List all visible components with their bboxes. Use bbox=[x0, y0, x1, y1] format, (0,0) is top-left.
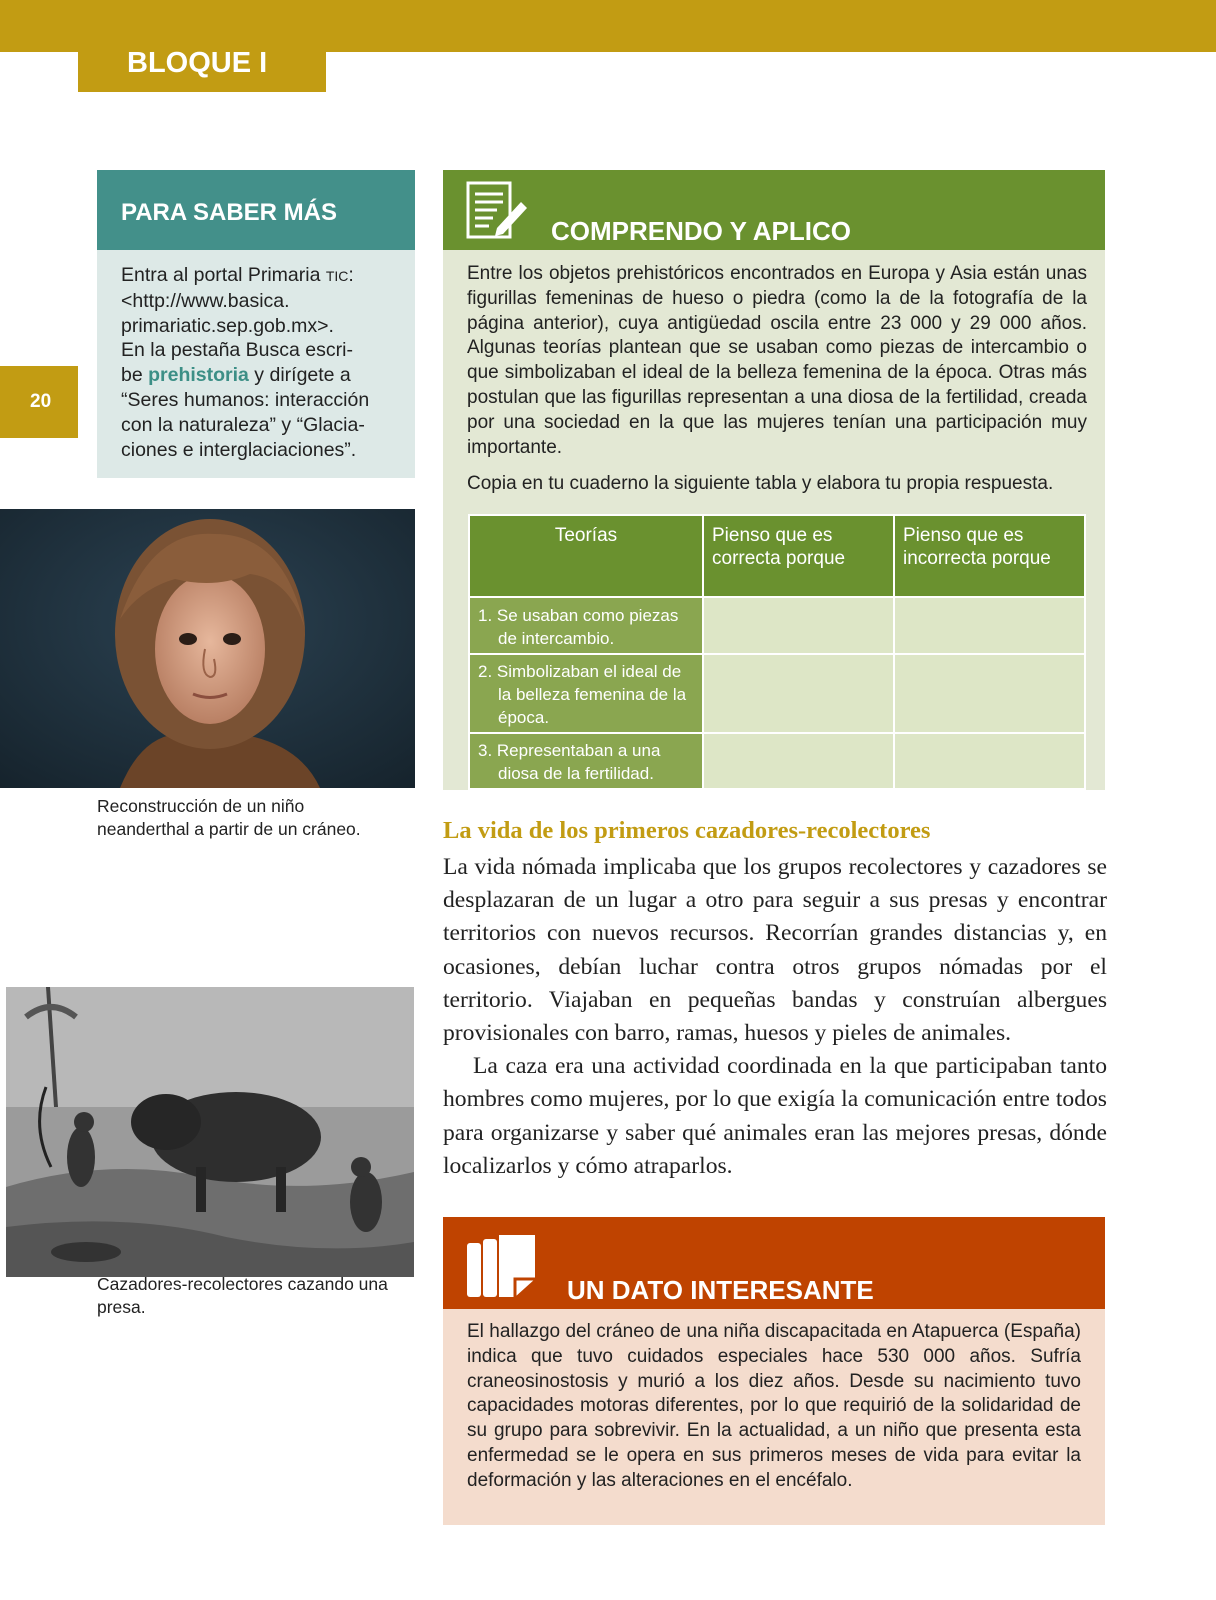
block-label: BLOQUE I bbox=[127, 47, 268, 79]
theory-cell: 3. Representaban a una diosa de la fertilidad. bbox=[469, 733, 703, 789]
empty-cell bbox=[894, 654, 1085, 733]
empty-cell bbox=[894, 733, 1085, 789]
dato-header bbox=[443, 1217, 1105, 1309]
caption-line: presa. bbox=[97, 1297, 146, 1317]
section-body bbox=[443, 851, 1107, 1183]
table-header: Pienso que es correcta porque bbox=[703, 515, 894, 597]
dato-title: UN DATO INTERESANTE bbox=[567, 1275, 874, 1305]
section-paragraph: La caza era una actividad coordinada en la que participaban tanto hombres como mujeres, por lo que exigía la comunicación entre todos para organizarse y saber qué animales eran las mejores presas, dónde localizarlos y cómo atraparlos. bbox=[443, 1053, 1107, 1179]
para-saber-mas-box bbox=[97, 170, 415, 478]
notebook-pencil-icon bbox=[465, 180, 529, 249]
psm-line: con la naturaleza” y “Glacia- bbox=[121, 413, 365, 436]
comprendo-y-aplico-box bbox=[443, 170, 1105, 790]
empty-cell bbox=[703, 597, 894, 654]
psm-line: ciones e interglaciaciones”. bbox=[121, 438, 357, 461]
dato-paragraph: El hallazgo del cráneo de una niña discapacitada en Atapuerca (España) indica que tuvo cuidados especiales hace 530 000 años. Sufría craneosinostosis y murió a los diez años. Desde su nacimiento tuvo capacidades motoras diferentes, por lo que requirió de la solidaridad de su grupo para sobrevivir. En la actualidad, a un niño que presenta esta enfermedad se le opera en sus primeros meses de vida para evitar la deformación y las alteraciones en el encéfalo. bbox=[467, 1321, 1081, 1491]
portal-url-part2: primariatic.sep.gob.mx>. bbox=[121, 314, 334, 337]
comprendo-paragraph: Entre los objetos prehistóricos encontrados en Europa y Asia están unas figurillas femeninas de hueso o piedra (como la de la fotografía de la página anterior), cuya antigüedad oscila entre 23 000 y 29 000 años. Algunas teorías plantean que se usaban como piezas de intercambio o que simbolizaban el ideal de la belleza femenina de la época. Otras más postulan que las figurillas representan a una diosa de la fertilidad, creada por una sociedad en la que las mujeres tenían una participación muy importante. bbox=[467, 263, 1087, 458]
psm-colon: : bbox=[348, 264, 354, 286]
section-title: La vida de los primeros cazadores-recolectores bbox=[443, 817, 931, 844]
hunters-engraving-photo bbox=[6, 987, 414, 1277]
page-number: 20 bbox=[0, 366, 78, 438]
neanderthal-caption bbox=[97, 795, 415, 841]
comprendo-title: COMPRENDO Y APLICO bbox=[551, 216, 852, 246]
theories-table bbox=[468, 514, 1086, 790]
psm-line: be bbox=[121, 364, 149, 387]
neanderthal-child-photo bbox=[0, 509, 415, 788]
theory-cell: 1. Se usaban como piezas de intercambio. bbox=[469, 597, 703, 654]
empty-cell bbox=[894, 597, 1085, 654]
table-header: Teorías bbox=[469, 515, 703, 597]
psm-line: Entra al portal Primaria bbox=[121, 264, 326, 286]
search-keyword: prehistoria bbox=[148, 364, 249, 387]
comprendo-header bbox=[443, 170, 1105, 250]
hunters-caption bbox=[97, 1273, 415, 1319]
block-label-tab bbox=[78, 40, 326, 92]
comprendo-instruction: Copia en tu cuaderno la siguiente tabla y elabora tu propia respuesta. bbox=[467, 473, 1054, 494]
caption-line: Cazadores-recolectores cazando una bbox=[97, 1274, 388, 1294]
table-header-row bbox=[469, 515, 1085, 597]
empty-cell bbox=[703, 654, 894, 733]
caption-line: neanderthal a partir de un cráneo. bbox=[97, 819, 361, 839]
dato-interesante-box bbox=[443, 1217, 1105, 1525]
theory-cell: 2. Simbolizaban el ideal de la belleza femenina de la época. bbox=[469, 654, 703, 733]
table-row bbox=[469, 733, 1085, 789]
para-saber-mas-title: PARA SABER MÁS bbox=[97, 170, 415, 250]
section-paragraph: La vida nómada implicaba que los grupos recolectores y cazadores se desplazaran de un lugar a otro para seguir a sus presas y encontrar territorios con nuevos recursos. Recorrían grandes distancias y, en ocasiones, debían luchar contra otros grupos nómadas por el territorio. Viajaban en pequeñas bandas y construían albergues provisionales con barro, ramas, huesos y pieles de animales. bbox=[443, 854, 1107, 1047]
portal-url-part1: <http://www.basica. bbox=[121, 289, 290, 312]
books-icon bbox=[465, 1229, 541, 1306]
para-saber-mas-text bbox=[97, 250, 415, 462]
psm-line: y dirígete a bbox=[248, 364, 351, 387]
psm-tic: TIC bbox=[325, 268, 349, 284]
psm-line: En la pestaña Busca escri- bbox=[121, 339, 353, 362]
table-row bbox=[469, 654, 1085, 733]
table-header: Pienso que es incorrecta porque bbox=[894, 515, 1085, 597]
table-row bbox=[469, 597, 1085, 654]
empty-cell bbox=[703, 733, 894, 789]
psm-line: “Seres humanos: interacción bbox=[121, 388, 370, 411]
caption-line: Reconstrucción de un niño bbox=[97, 796, 305, 816]
